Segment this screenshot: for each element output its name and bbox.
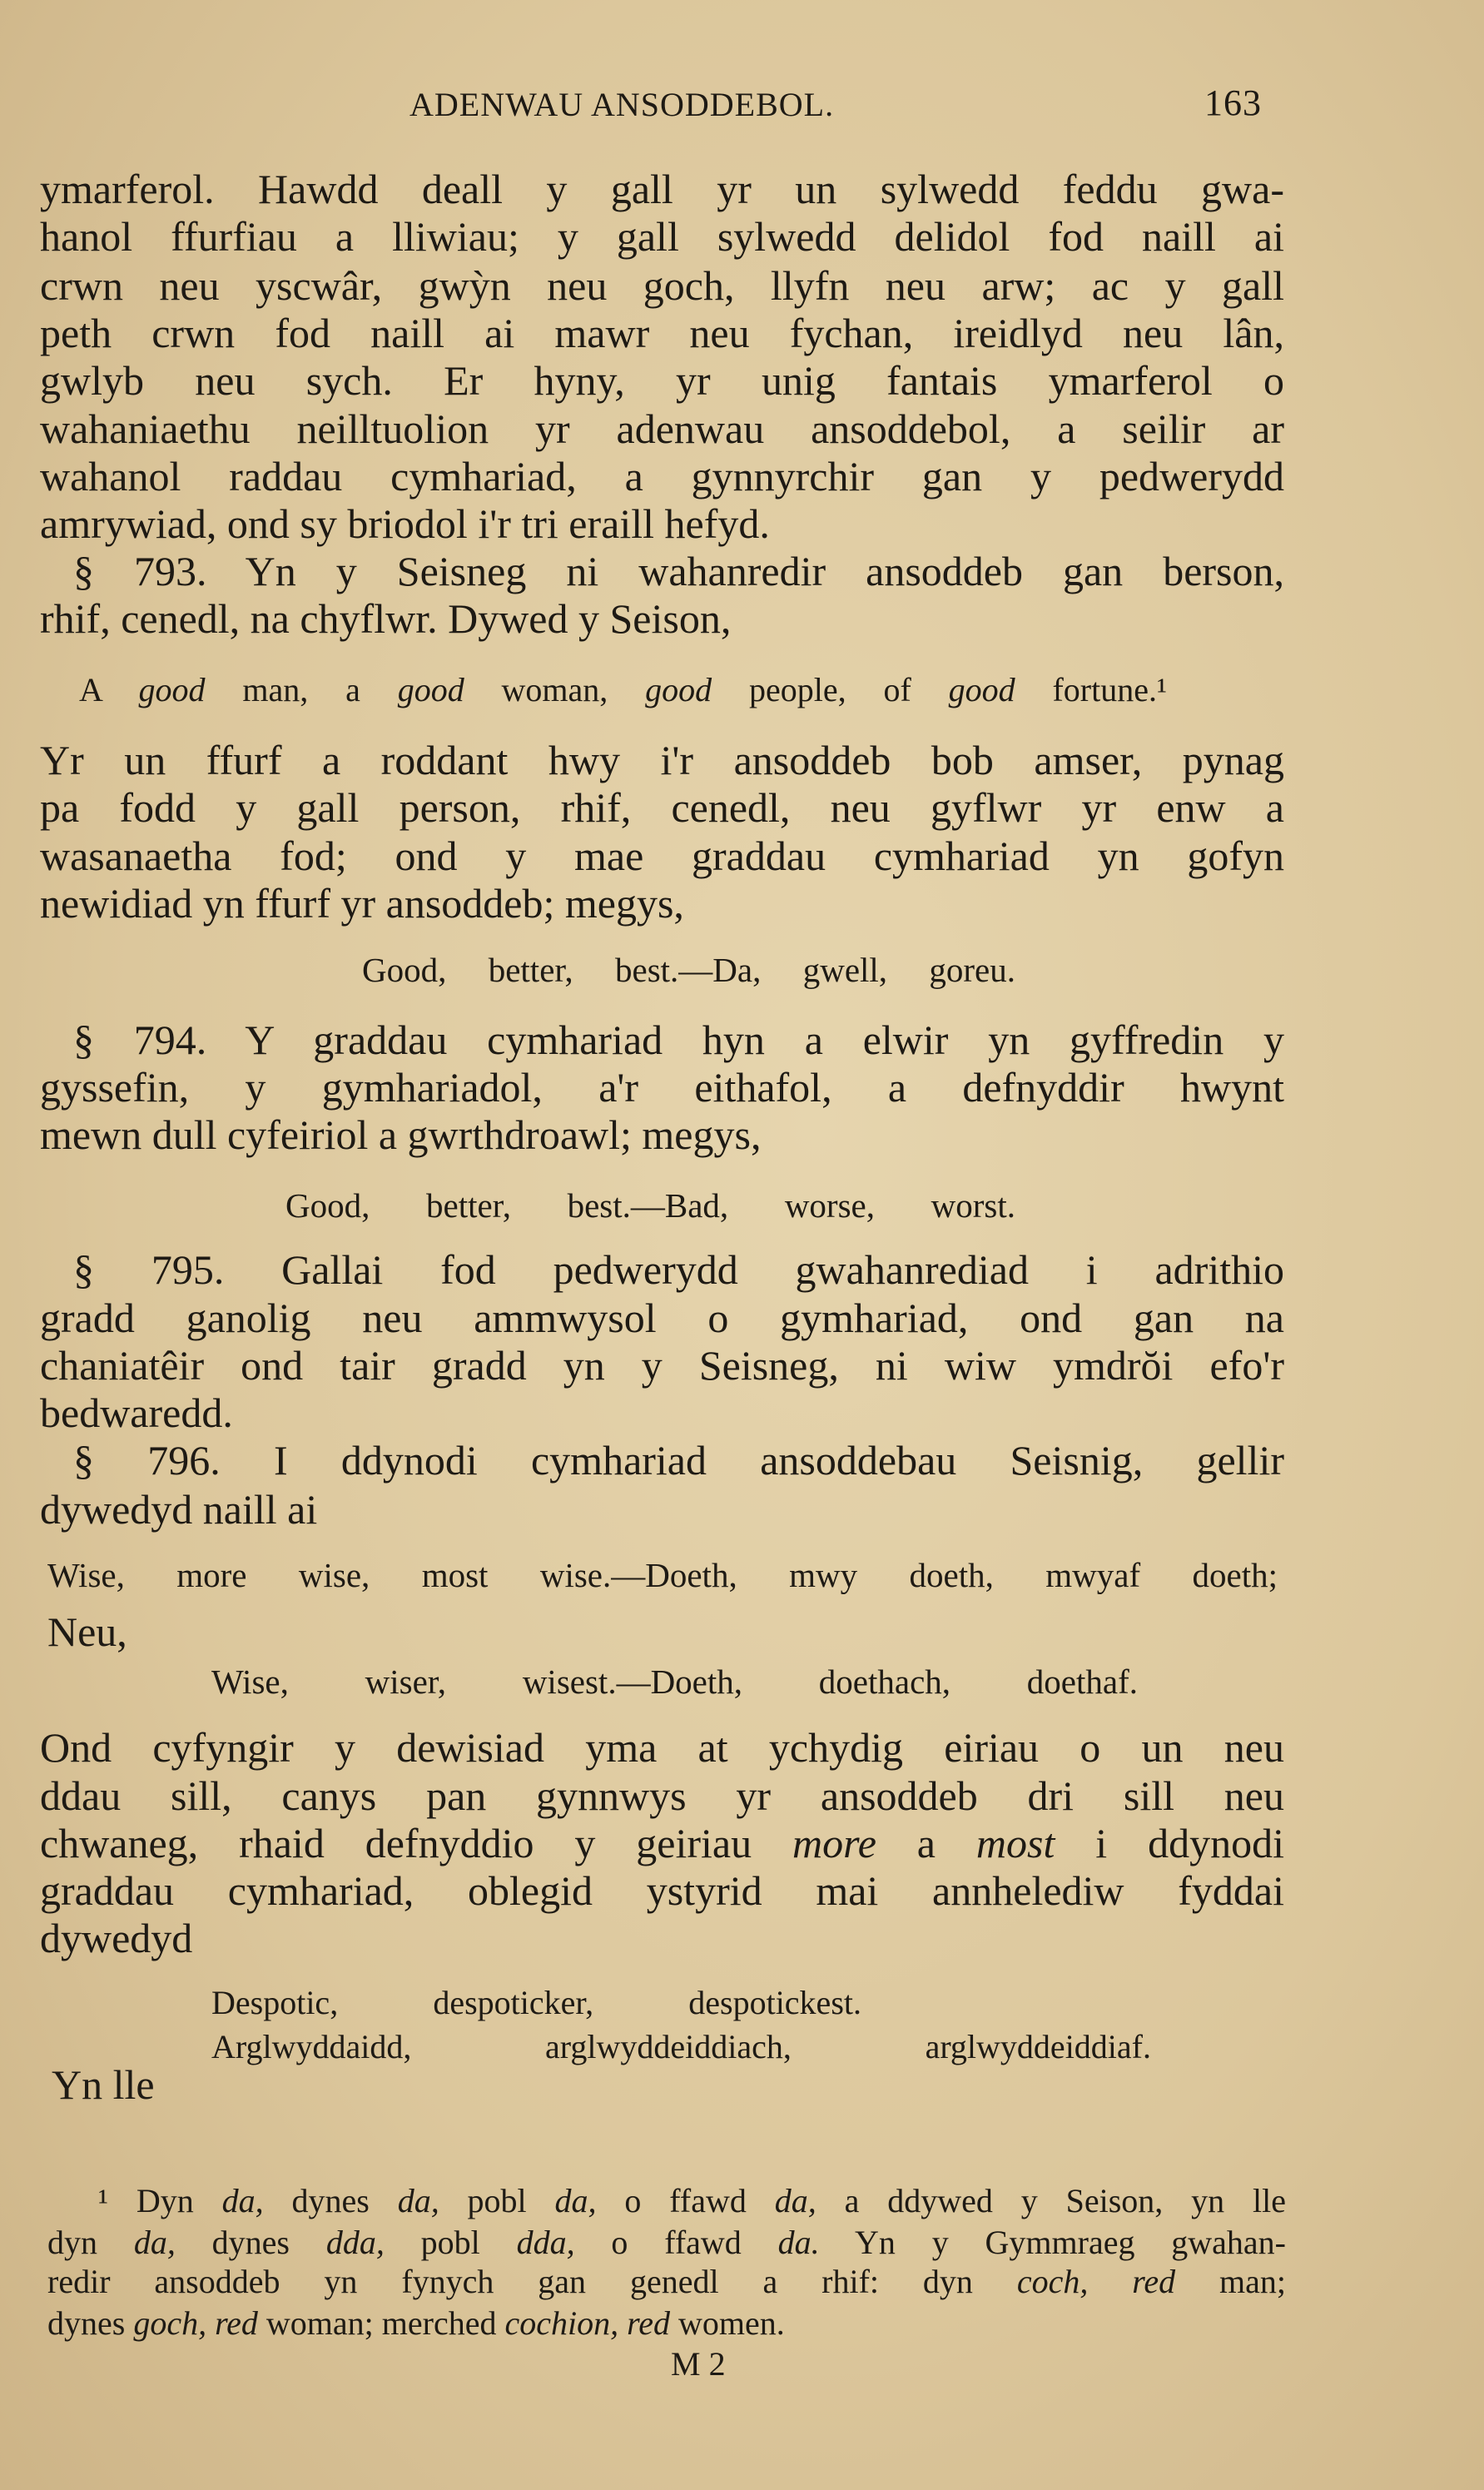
italic-text: da. xyxy=(777,2224,820,2261)
footnote-line xyxy=(47,2304,785,2342)
text-run: dyn xyxy=(47,2224,134,2261)
signature-line xyxy=(671,2345,726,2383)
text-run: Despotic, despoticker, despotickest. xyxy=(211,1984,861,2021)
text-run: i ddynodi xyxy=(1055,1820,1284,1866)
italic-text: more xyxy=(792,1820,876,1866)
text-run: pa fodd y gall person, rhif, cenedl, neu gyflwr yr enw a xyxy=(40,784,1284,831)
body-line xyxy=(40,1297,1284,1339)
body-line xyxy=(40,739,1284,781)
page-number: 163 xyxy=(1204,82,1262,123)
example-line xyxy=(285,1186,1015,1225)
text-run: people, of xyxy=(712,671,949,708)
body-line xyxy=(40,1486,318,1533)
example-line xyxy=(362,953,1015,987)
italic-text: dda, xyxy=(516,2224,575,2261)
body-line xyxy=(73,1016,1284,1063)
body-line xyxy=(73,1246,1284,1293)
text-run: dywedyd xyxy=(40,1915,193,1961)
text-run: M 2 xyxy=(671,2345,726,2383)
text-run: gradd ganolig neu ammwysol o gymhariad, ond gan na xyxy=(40,1295,1284,1341)
body-line xyxy=(40,880,684,927)
body-line xyxy=(73,1437,1284,1484)
text-run: wahaniaethu neilltuolion yr adenwau ansoddebol, a seilir ar xyxy=(40,405,1284,452)
example-line xyxy=(47,1558,1278,1593)
body-line xyxy=(40,1342,1284,1389)
text-run: peth crwn fod naill ai mawr neu fychan, ireidlyd neu lân, xyxy=(40,310,1284,356)
text-run: A xyxy=(79,671,139,708)
text-run: a xyxy=(876,1820,976,1866)
body-line xyxy=(40,1111,762,1158)
text-run: woman, xyxy=(464,671,646,708)
italic-text: good xyxy=(138,671,206,708)
footnote-line xyxy=(47,2265,1286,2299)
body-line xyxy=(52,2061,155,2108)
text-run: man, a xyxy=(205,671,398,708)
text-run: dynes xyxy=(47,2304,134,2342)
body-line xyxy=(40,1064,1284,1111)
text-run: o ffawd xyxy=(596,2182,775,2219)
example-line xyxy=(211,1986,861,2020)
text-run: crwn neu yscwâr, gwỳn neu goch, llyfn neu arw; ac y gall xyxy=(40,262,1284,309)
text-run: man; xyxy=(1175,2263,1287,2300)
text-run: ddau sill, canys pan gynnwys yr ansoddeb dri sill neu xyxy=(40,1772,1284,1819)
text-run: ymarferol. Hawdd deall y gall yr un sylwedd feddu gwa- xyxy=(40,166,1284,212)
italic-text: da, xyxy=(554,2182,597,2219)
italic-text: cochion, red xyxy=(504,2304,670,2342)
example-line xyxy=(211,1662,1138,1701)
text-run: woman; merched xyxy=(257,2304,505,2342)
text-run: chwaneg, rhaid defnyddio y geiriau xyxy=(40,1820,792,1866)
text-run: § 794. Y graddau cymhariad hyn a elwir yn gyffredin y xyxy=(73,1016,1284,1063)
text-run: ¹ Dyn xyxy=(98,2182,222,2219)
body-line xyxy=(40,1822,1284,1864)
text-run: Ond cyfyngir y dewisiad yma at ychydig eiriau o un neu xyxy=(40,1724,1284,1771)
text-run: Neu, xyxy=(47,1608,127,1655)
text-run: redir ansoddeb yn fynych gan genedl a rhif: dyn xyxy=(47,2263,1017,2300)
body-line xyxy=(40,832,1284,879)
body-line xyxy=(40,405,1284,452)
italic-text: good xyxy=(645,671,712,708)
italic-text: da, xyxy=(221,2182,264,2219)
text-run: Yn y Gymmraeg gwahan- xyxy=(819,2224,1287,2261)
text-run: Wise, more wise, most wise.—Doeth, mwy doeth, mwyaf doeth; xyxy=(47,1556,1278,1594)
text-run: § 795. Gallai fod pedwerydd gwahanrediad i adrithio xyxy=(73,1246,1284,1293)
body-line xyxy=(40,1772,1284,1819)
example-line xyxy=(211,2030,1151,2064)
body-line xyxy=(40,455,1284,497)
text-run: Yr un ffurf a roddant hwy i'r ansoddeb bob amser, pynag xyxy=(40,737,1284,783)
text-run: hanol ffurfiau a lliwiau; y gall sylwedd delidol fod naill ai xyxy=(40,213,1284,260)
italic-text: coch, red xyxy=(1016,2263,1176,2300)
text-run: Good, better, best.—Bad, worse, worst. xyxy=(285,1186,1015,1225)
italic-text: da, xyxy=(133,2224,176,2261)
text-run: wasanaetha fod; ond y mae graddau cymhariad yn gofyn xyxy=(40,832,1284,879)
body-line xyxy=(40,262,1284,309)
text-run: Arglwyddaidd, arglwyddeiddiach, arglwyddeiddiaf. xyxy=(211,2028,1151,2065)
body-line xyxy=(47,1608,127,1655)
body-line xyxy=(40,1389,233,1436)
text-run: § 796. I ddynodi cymhariad ansoddebau Seisnig, gellir xyxy=(73,1437,1284,1484)
text-run: § 793. Yn y Seisneg ni wahanredir ansoddeb gan berson, xyxy=(73,548,1284,594)
text-run: gyssefin, y gymhariadol, a'r eithafol, a defnyddir hwynt xyxy=(40,1064,1284,1111)
body-line xyxy=(40,784,1284,831)
body-line xyxy=(73,550,1284,592)
text-run: bedwaredd. xyxy=(40,1389,233,1436)
text-run: chaniatêir ond tair gradd yn y Seisneg, ni wiw ymdrŏi efo'r xyxy=(40,1342,1284,1389)
italic-text: dda, xyxy=(325,2224,385,2261)
body-line xyxy=(40,168,1284,210)
text-run: a ddywed y Seison, yn lle xyxy=(816,2182,1286,2219)
italic-text: da, xyxy=(397,2182,439,2219)
body-line xyxy=(40,500,770,547)
footnote-line xyxy=(98,2184,1286,2218)
italic-text: da, xyxy=(774,2182,816,2219)
italic-text: good xyxy=(948,671,1015,708)
text-run: graddau cymhariad, oblegid ystyrid mai annhelediw fyddai xyxy=(40,1867,1284,1914)
text-run: newidiad yn ffurf yr ansoddeb; megys, xyxy=(40,880,684,927)
text-run: dynes xyxy=(263,2182,398,2219)
text-run: rhif, cenedl, na chyflwr. Dywed y Seison, xyxy=(40,595,732,642)
example-line xyxy=(79,673,1167,707)
text-run: Good, better, best.—Da, gwell, goreu. xyxy=(362,951,1015,989)
body-line xyxy=(40,1867,1284,1914)
text-run: dynes xyxy=(175,2224,326,2261)
text-run: gwlyb neu sych. Er hyny, yr unig fantais ymarferol o xyxy=(40,357,1284,404)
body-line xyxy=(40,1917,192,1959)
body-line xyxy=(40,595,732,642)
text-run: pobl xyxy=(439,2182,555,2219)
italic-text: good xyxy=(397,671,464,708)
body-line xyxy=(40,213,1284,260)
text-run: fortune.¹ xyxy=(1015,671,1167,708)
text-run: wahanol raddau cymhariad, a gynnyrchir gan y pedwerydd xyxy=(40,453,1284,499)
body-line xyxy=(40,312,1284,354)
text-run: amrywiad, ond sy briodol i'r tri eraill hefyd. xyxy=(40,500,770,547)
body-line xyxy=(40,357,1284,404)
running-title: ADENWAU ANSODDEBOL. xyxy=(409,86,835,123)
text-run: Wise, wiser, wisest.—Doeth, doethach, doethaf. xyxy=(211,1662,1138,1701)
text-run: o ffawd xyxy=(574,2224,778,2261)
italic-text: most xyxy=(975,1820,1055,1866)
text-run: women. xyxy=(669,2304,785,2342)
text-run: pobl xyxy=(384,2224,517,2261)
text-run: Yn lle xyxy=(52,2061,155,2108)
italic-text: goch, red xyxy=(133,2304,258,2342)
footnote-line xyxy=(47,2226,1286,2259)
body-line xyxy=(40,1724,1284,1771)
text-run: mewn dull cyfeiriol a gwrthdroawl; megys, xyxy=(40,1111,762,1158)
text-run: dywedyd naill ai xyxy=(40,1486,318,1533)
